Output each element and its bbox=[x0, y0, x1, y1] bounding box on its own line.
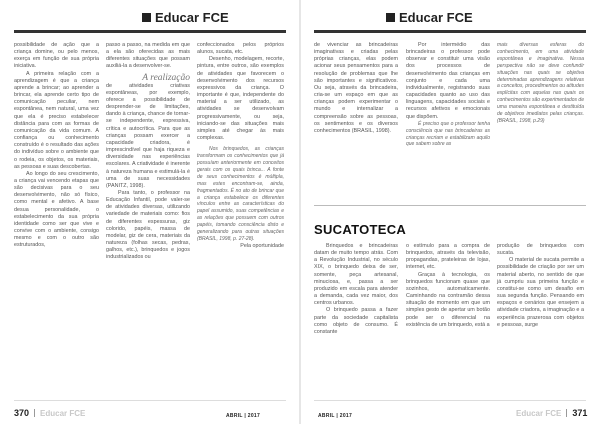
section-column-2 bbox=[406, 243, 490, 329]
paragraph: produção de brinquedos com sucata. bbox=[497, 243, 584, 257]
paragraph: Brinquedos e brincadeiras datam de muito tempo atrás. Com a Revolução Industrial, no século XIX, o brinquedo deixa de ser, somente, peça artesanal, minuciosa, e, passa a ser produzido em escala para atender a demanda, cada vez maior, dos centros urbanos. bbox=[314, 243, 398, 307]
issue-date: ABRIL | 2017 bbox=[226, 413, 261, 419]
section-rule bbox=[314, 205, 586, 206]
paragraph: Pela oportunidade bbox=[240, 242, 284, 249]
left-column-1 bbox=[14, 42, 99, 250]
header-brand: Educar FCE bbox=[399, 10, 473, 25]
header-brand: Educar FCE bbox=[155, 10, 229, 25]
header-rule bbox=[14, 30, 286, 33]
paragraph: o estímulo para a compra de brinquedos, através da televisão, propagandas, prateleiras de lojas, internet, etc. bbox=[406, 243, 490, 271]
right-footer-date bbox=[318, 410, 352, 419]
block-quote: Nos brinquedos, as crianças transformam os conhecimentos que já possuíam anteriormente em conceitos gerais com os quais brinca... A fonte de seus conhecimentos é múltipla, mas estes encontram-se, ainda, fragmentados. É no ato de brincar que a criança estabelece os diferentes vínculos entre as características do papel assumido, suas competências e as relações que possuem com outros papéis, tomando consciência disto e generalizando para outras situações (BRASIL, 1998, p. 27-28). bbox=[197, 146, 284, 242]
right-footer bbox=[516, 408, 587, 418]
left-footer-date bbox=[226, 410, 260, 419]
footer-rule bbox=[14, 400, 286, 401]
block-quote: mais diversas esferas do conhecimento, em uma atividade espontânea e imaginativa. Nessa perspectiva não se deve confundir situações nas quais se objetiva determinadas aprendizagens relativas a conceitos, procedimentos ou atitudes explícitas com aquelas nas quais os conhecimentos são experimentados de uma maneira espontânea e destituída de objetivos imediatos pelas crianças. (BRASIL, 1998, p.29) bbox=[497, 42, 584, 124]
paragraph: Desenho, modelagem, recorte, pintura, entre outros, são exemplos de atividades que favorecem o desenvolvimento dos recursos expressivos da criança. O importante é que, independente do material a ser utilizado, as atividades se desenvolvam progressivamente, ou seja, iniciando-se das situações mais simples até chegar às mais complexas. bbox=[197, 56, 284, 142]
paragraph: A primeira relação com a aprendizagem é que a criança aprende a brincar; ao aprender a brincar, ela aprende certo tipo de comunicação peculiar, nem espontânea, nem natural, uma vez que ela é preciso estabelecer distância para com as formas de comunicação da vida comum. A confiança ou conhecimento construído é o resultado das ações do indivíduo sobre o ambiente que o rodeia, os objetos, os materiais, as pessoas e suas descobertas. bbox=[14, 70, 99, 170]
section-title: SUCATOTECA bbox=[314, 222, 407, 237]
left-footer bbox=[14, 408, 85, 418]
right-column-2 bbox=[406, 42, 490, 148]
pull-title: A realização bbox=[142, 72, 190, 83]
right-page bbox=[300, 0, 600, 424]
footer-brand: Educar FCE bbox=[40, 409, 86, 418]
footer-divider bbox=[566, 409, 567, 417]
footer-brand: Educar FCE bbox=[516, 409, 562, 418]
right-column-1 bbox=[314, 42, 398, 135]
left-column-3 bbox=[197, 42, 284, 250]
paragraph: confeccionados pelos próprios alunos, sucata, etc. bbox=[197, 42, 284, 56]
paragraph: de atividades criativas espontâneas, por exemplo, oferece a possibilidade de desprender-se de limitações, dando à criança, chance de tornar-se independente, expressiva, crítica e autocrítica. Para que as crianças possam exercer a capacidade criadora, é imprescindível que haja riqueza e diversidade nas experiências escolares. A criatividade é inerente à natureza humana e estimulá-la é uma de suas necessidades (PANITZ, 1998). bbox=[106, 82, 190, 189]
square-bullet-icon bbox=[142, 13, 151, 22]
right-header bbox=[386, 10, 473, 25]
left-header bbox=[142, 10, 229, 25]
header-rule bbox=[314, 30, 586, 33]
block-quote: É preciso que o professor tenha consciência que nas brincadeiras as crianças recriam e estabilizam aquilo que sabem sobre as bbox=[406, 120, 490, 148]
page-number: 370 bbox=[14, 408, 30, 418]
footer-rule bbox=[314, 400, 586, 401]
paragraph: de vivenciar as brincadeiras imaginativas e criadas pelas próprias crianças, elas podem acionar seus pensamentos para a resolução de problemas que lhe são importantes e significativos. Ou seja, através da brincadeira, cria-se um espaço em que as crianças podem experimentar o mundo e internalizar a compreensão sobre as pessoas, os sentimentos e os diversos conhecimentos (BRASIL, 1998). bbox=[314, 42, 398, 134]
section-column-1 bbox=[314, 243, 398, 336]
left-column-2 bbox=[106, 42, 190, 262]
paragraph: O brinquedo passa a fazer parte da sociedade capitalista como objeto de consumo. É constante bbox=[314, 307, 398, 335]
footer-divider bbox=[34, 409, 35, 417]
paragraph: possibilidade de ação que a criança domine, ou pelo menos, exerça em função de sua própria iniciativa. bbox=[14, 42, 99, 70]
paragraph: Graças à tecnologia, os brinquedos funcionam quase que sozinhos, automaticamente. Caminhando na contramão dessa situação de momento em que um simples gesto de apertar um botão pode ser o diferencial na existência de um brinquedo, está a bbox=[406, 271, 490, 328]
section-column-3 bbox=[497, 243, 584, 329]
paragraph: Para tanto, o professor na Educação Infantil, pode valer-se de atividades diversas, utilizando variedade de materiais como: fios de diferentes espessuras, giz colorido, papéis, massa de modelar, giz de cera, materiais da natureza (folhas secas, pedras, galhos, etc.), brinquedos e jogos industrializados ou bbox=[106, 189, 190, 261]
page-number: 371 bbox=[572, 408, 588, 418]
square-bullet-icon bbox=[386, 13, 395, 22]
paragraph: passo a passo, na medida em que a ela são oferecidas as mais diferentes situações que possam auxiliá-la a desenvolver-se. bbox=[106, 42, 190, 70]
right-column-3 bbox=[497, 42, 584, 125]
paragraph: Por intermédio das brincadeiras o professor pode observar e constituir uma visão dos processos de desenvolvimento das crianças em conjunto e cada uma individualmente, registrando suas capacidades quanto ao uso das linguagens, capacidades sociais e recursos afetivos e emocionais que dispõem. bbox=[406, 42, 490, 120]
paragraph: Ao longo do seu crescimento, a criança vai vencendo etapas que são decisivas para o seu desenvolvimento, não só físico, como mental e afetivo. A base desua personalidade, o estabelecimento da sua própria identidade como ser que vive e convive com o ambiente, consigo mesmo e com o outro são estruturados, bbox=[14, 170, 99, 249]
issue-date: ABRIL | 2017 bbox=[318, 413, 353, 419]
paragraph: O material de sucata permite a possibilidade de criação por ser um material aberto, no sentido de que já cumpriu sua primeira função e constitui-se como um desafio em sua segunda função. Pensando em espaços e cenários que ensejem a atividade criadora, a imaginação e a experiência prazerosa com objetos e pessoas, surge bbox=[497, 257, 584, 328]
